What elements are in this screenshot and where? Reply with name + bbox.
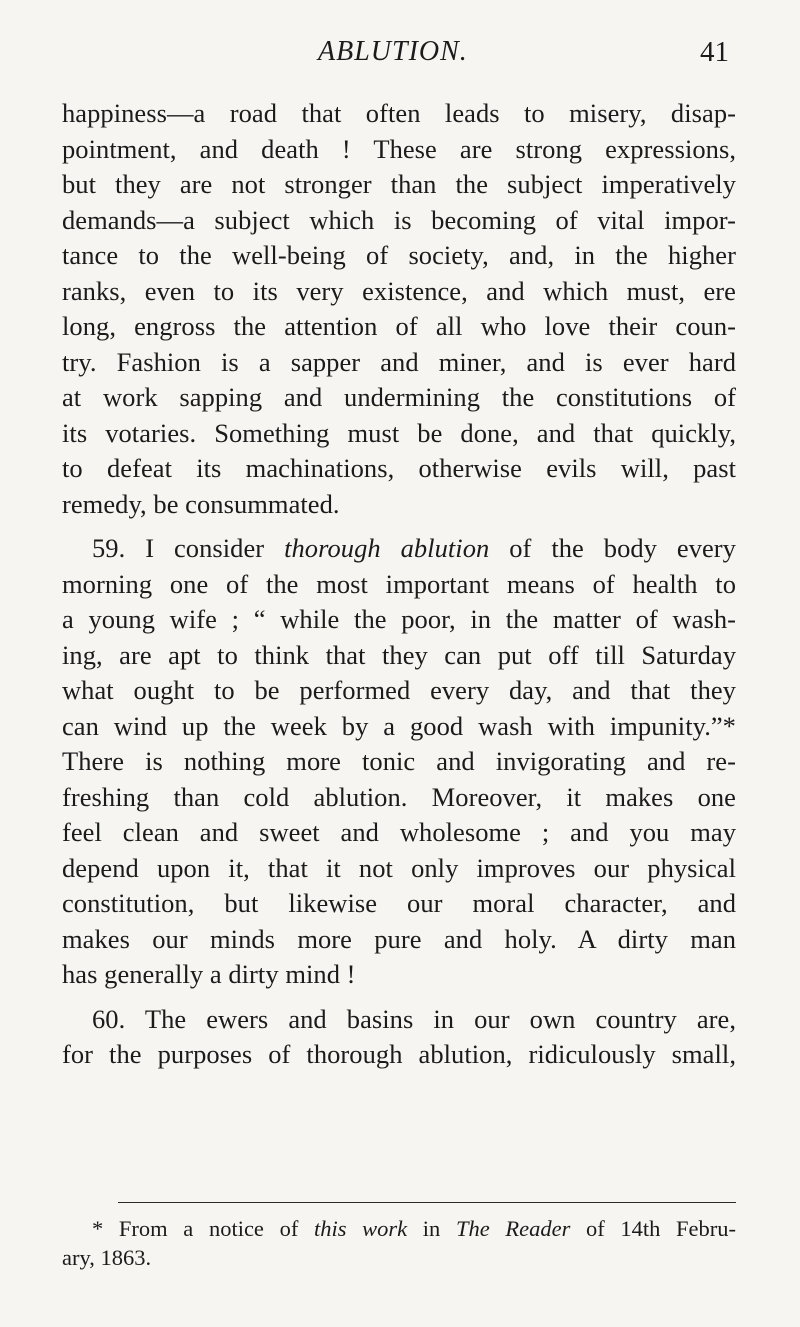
text-line: happiness—a road that often leads to misery, disap- (62, 98, 736, 128)
text-line: tance to the well-being of society, and, in the higher (62, 240, 736, 270)
text-line: pointment, and death ! These are strong expressions, (62, 133, 736, 164)
emphasis-this-work: this work (313, 1216, 408, 1241)
footnote (62, 1214, 736, 1272)
text-line: but they are not stronger than the subject imperatively (62, 169, 736, 199)
running-title: ABLUTION. (318, 36, 468, 67)
paragraph-continuation (62, 96, 736, 522)
text-line: at work sapping and undermining the constitutions of (62, 382, 736, 412)
footnote-line (62, 1214, 736, 1243)
emphasis-thorough-ablution: thorough ablution (284, 533, 490, 563)
text-line: remedy, be consummated. (62, 488, 340, 519)
running-head (0, 36, 800, 80)
text-line: its votaries. Something must be done, and that quickly, (62, 417, 736, 448)
paragraph-gap (62, 522, 736, 531)
text-line (62, 531, 736, 567)
text-line: try. Fashion is a sapper and miner, and is ever hard (62, 346, 736, 377)
text-line: has generally a dirty mind ! (62, 959, 356, 989)
footnote-rule (118, 1202, 736, 1203)
paragraph-gap (62, 993, 736, 1002)
text-line: can wind up the week by a good wash with impunity.”* (62, 710, 736, 741)
text-line: ranks, even to its very existence, and which must, ere (62, 275, 736, 306)
text-line: morning one of the most important means of health to (62, 568, 736, 599)
text-run: 59. I consider (92, 533, 285, 563)
text-line: a young wife ; “ while the poor, in the matter of wash- (62, 604, 736, 634)
text-line: depend upon it, that it not only improves our physical (62, 852, 736, 883)
paragraph-60 (62, 1002, 736, 1073)
text-run: in (407, 1216, 456, 1241)
text-line: constitution, but likewise our moral character, and (62, 888, 736, 918)
text-line: long, engross the attention of all who love their coun- (62, 311, 736, 341)
page-number: 41 (700, 36, 729, 68)
text-line: demands—a subject which is becoming of vital impor- (62, 204, 736, 235)
footnote-line: ary, 1863. (62, 1245, 152, 1270)
text-line: There is nothing more tonic and invigorating and re- (62, 746, 736, 776)
text-line: 60. The ewers and basins in our own country are, (92, 1003, 736, 1034)
text-line: for the purposes of thorough ablution, ridiculously small, (62, 1039, 736, 1069)
text-line: ing, are apt to think that they can put off till Saturday (62, 639, 736, 670)
body-text (62, 96, 736, 1073)
text-line: to defeat its machinations, otherwise evils will, past (62, 453, 736, 483)
paragraph-59 (62, 531, 736, 993)
emphasis-the-reader: The Reader (455, 1216, 571, 1241)
text-line: freshing than cold ablution. Moreover, it makes one (62, 781, 736, 812)
text-line: what ought to be performed every day, and that they (62, 675, 736, 705)
text-line: makes our minds more pure and holy. A dirty man (62, 923, 736, 954)
text-run: * From a notice of (92, 1216, 314, 1241)
text-line: feel clean and sweet and wholesome ; and you may (62, 817, 736, 847)
text-run: of 14th Febru- (570, 1216, 737, 1241)
text-run: of the body every (489, 533, 736, 563)
